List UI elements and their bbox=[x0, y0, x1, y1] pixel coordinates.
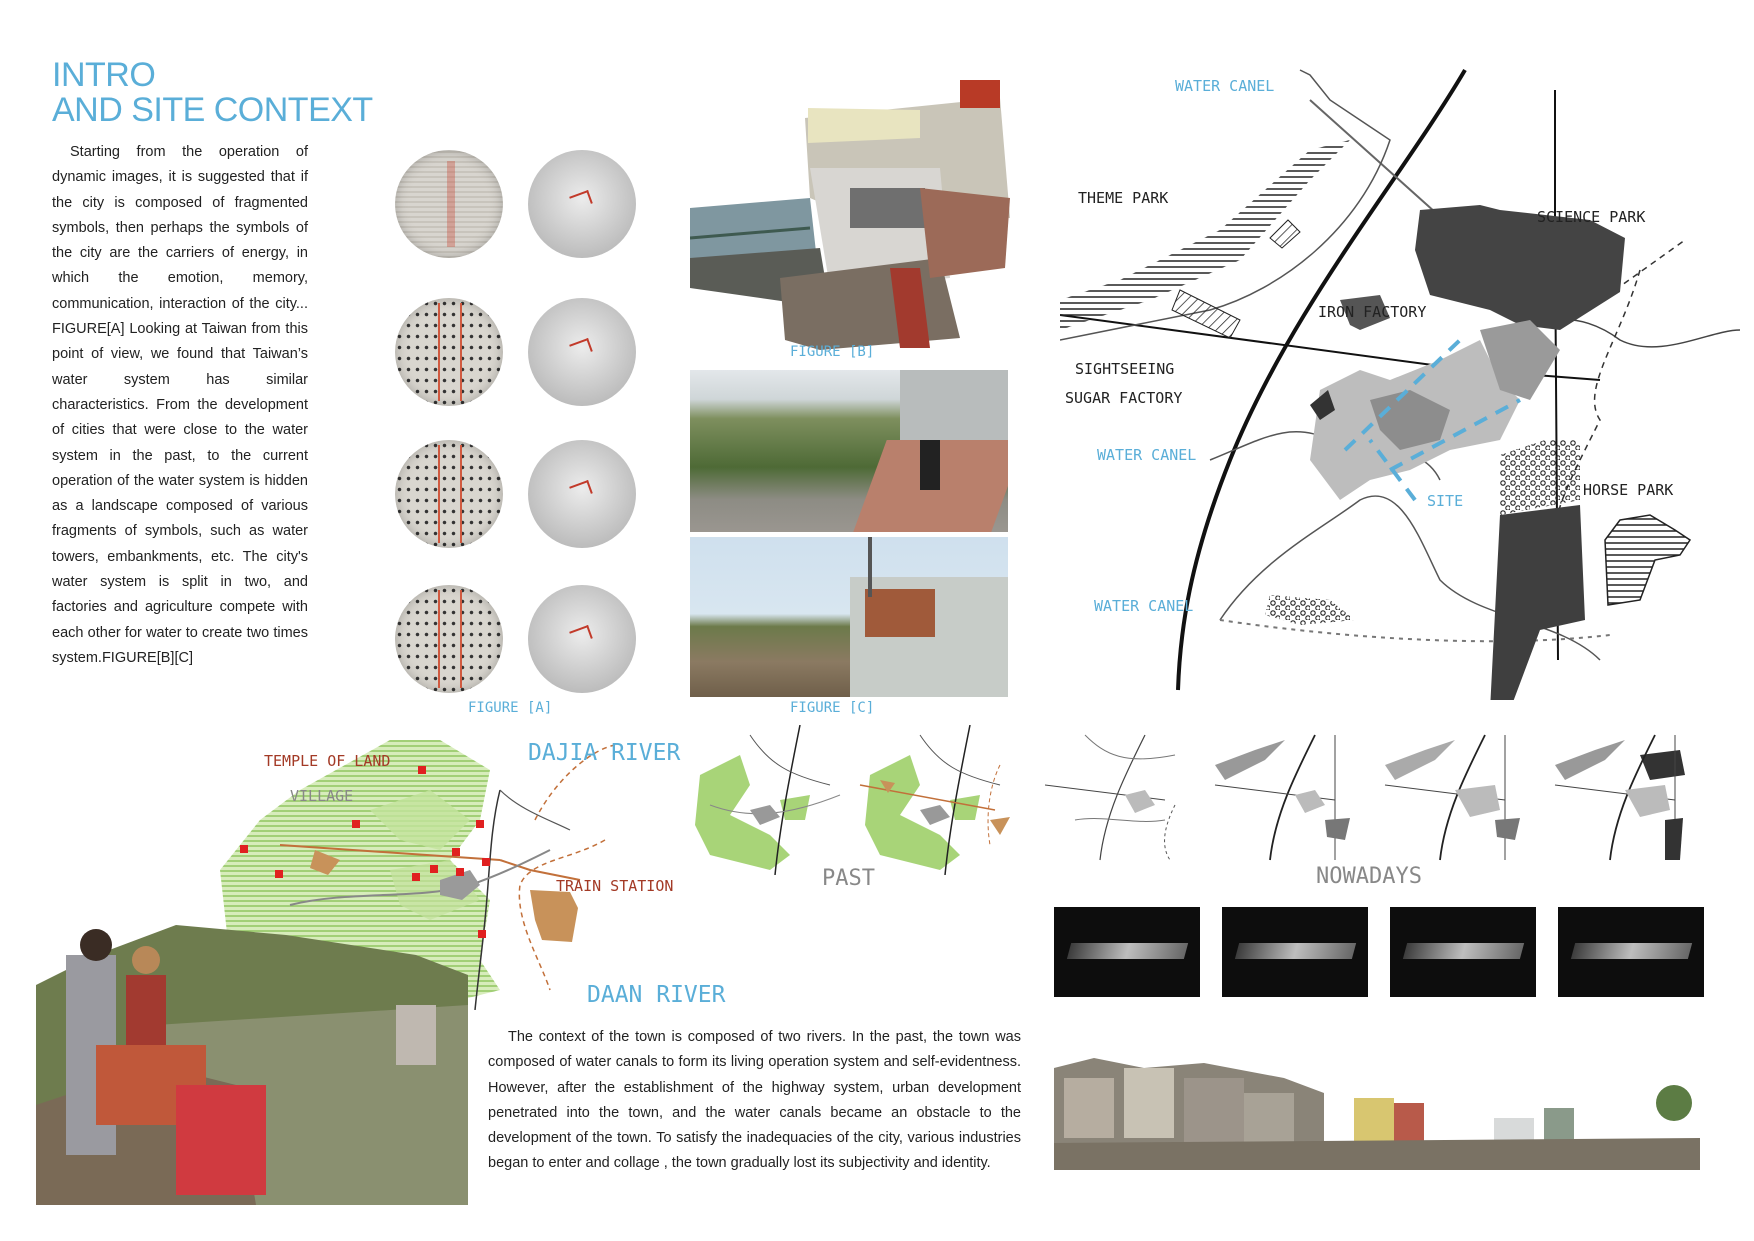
label-village: VILLAGE bbox=[290, 787, 354, 805]
projection-image bbox=[1054, 907, 1200, 997]
figure-a-fog-circle bbox=[528, 298, 636, 406]
label-dajia-river: DAJIA RIVER bbox=[528, 740, 681, 766]
projection-image bbox=[1390, 907, 1536, 997]
figure-a-caption: FIGURE [A] bbox=[468, 700, 553, 716]
title-line-2: AND SITE CONTEXT bbox=[52, 91, 373, 129]
label-water-canel-bottom: WATER CANEL bbox=[1094, 597, 1194, 615]
label-horse-park: HORSE PARK bbox=[1583, 481, 1674, 499]
label-sightseeing: SIGHTSEEING bbox=[1075, 360, 1175, 378]
title-line-1: INTRO bbox=[52, 56, 156, 94]
figure-a-text-circle bbox=[395, 298, 503, 406]
intro-paragraph: Starting from the operation of dynamic images, it is suggested that if the city is composed of fragmented symbols, then perhaps the symbols of the city are the carriers of energy, in which the emotion, memory, communication, interaction of the city... FIGURE[A] Looking at Taiwan from this point of view, we found that Taiwan’s water system has similar characteristics. From the development of cities that were close to the water system in the past, to the current operation of the water system is hidden as a landscape composed of various fragments of symbols, such as water towers, embankments, etc. The city's water system is split in two, and factories and agriculture compete with each other for water to create two times system.FIGURE[B][C] bbox=[52, 144, 308, 666]
street-panorama-photo bbox=[1054, 1048, 1700, 1170]
label-daan-river: DAAN RIVER bbox=[587, 982, 726, 1008]
figure-a-text-circle bbox=[395, 585, 503, 693]
projection-image bbox=[1222, 907, 1368, 997]
label-water-canel-top: WATER CANEL bbox=[1175, 77, 1275, 95]
figure-a-fog-circle bbox=[528, 585, 636, 693]
label-past: PAST bbox=[822, 866, 875, 891]
figure-c-field-photo bbox=[690, 537, 1008, 697]
figure-c-caption: FIGURE [C] bbox=[790, 700, 875, 716]
figure-a-text-circle bbox=[395, 150, 503, 258]
label-sugar-factory: SUGAR FACTORY bbox=[1065, 389, 1183, 407]
label-site: SITE bbox=[1427, 492, 1464, 510]
label-nowadays: NOWADAYS bbox=[1316, 864, 1422, 889]
label-water-canel-middle: WATER CANEL bbox=[1097, 446, 1197, 464]
label-iron-factory: IRON FACTORY bbox=[1318, 303, 1427, 321]
context-paragraph: The context of the town is composed of two rivers. In the past, the town was composed of water canals to form its living operation system and self-evidentness. However, after the establishment of the highway system, urban development penetrated into the town, and the water canals became an obstacle to the development of the town. To satisfy the inadequacies of the city, various industries began to enter and collage , the town gradually lost its subjectivity and identity. bbox=[488, 1029, 1021, 1172]
past-map-pair bbox=[690, 725, 1020, 875]
nowadays-map-row bbox=[1045, 725, 1705, 865]
figure-c-canal-photo bbox=[690, 370, 1008, 532]
figure-b-caption: FIGURE [B] bbox=[790, 344, 875, 360]
figure-a-fog-circle bbox=[528, 440, 636, 548]
figure-b-collage bbox=[690, 78, 1010, 350]
page-title bbox=[52, 58, 373, 128]
label-theme-park: THEME PARK bbox=[1078, 189, 1169, 207]
projection-image bbox=[1558, 907, 1704, 997]
label-train-station: TRAIN STATION bbox=[556, 877, 674, 895]
label-temple-of-land: TEMPLE OF LAND bbox=[264, 752, 391, 770]
offering-ritual-photo bbox=[36, 915, 468, 1205]
figure-a-text-circle bbox=[395, 440, 503, 548]
label-science-park: SCIENCE PARK bbox=[1537, 208, 1646, 226]
figure-a-fog-circle bbox=[528, 150, 636, 258]
